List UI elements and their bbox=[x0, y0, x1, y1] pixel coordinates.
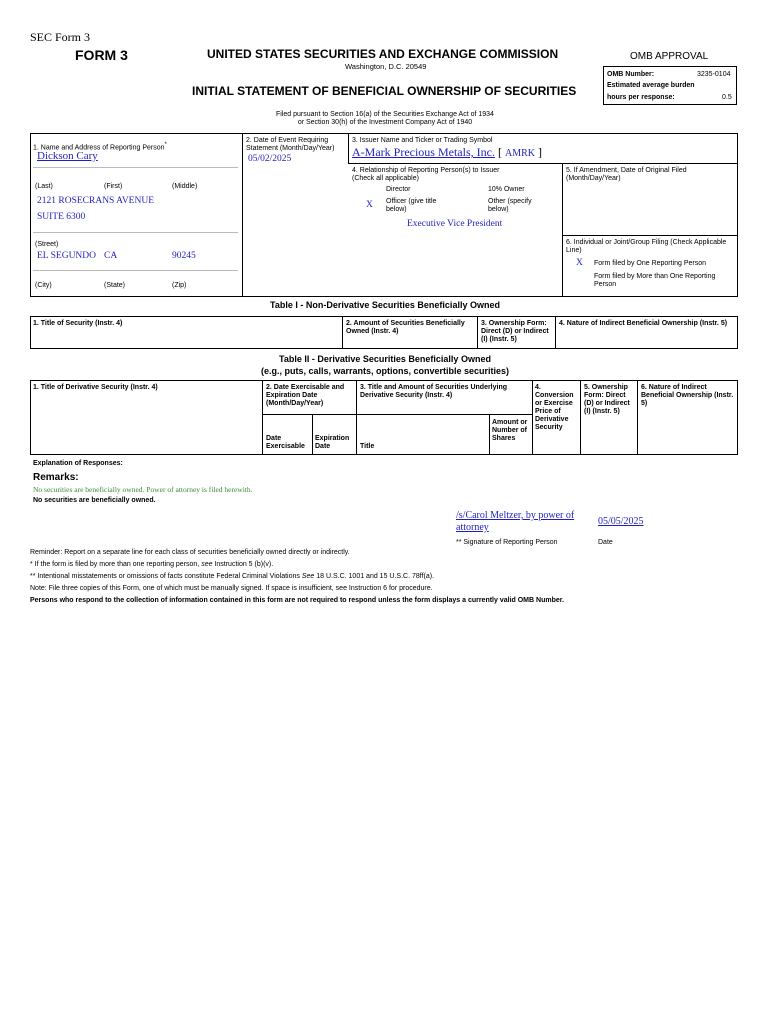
ticker-open: [ bbox=[497, 145, 502, 159]
explanation-label: Explanation of Responses: bbox=[33, 460, 123, 467]
ticker-symbol: AMRK bbox=[504, 148, 535, 159]
omb-number-value: 3235-0104 bbox=[697, 71, 731, 78]
officer-check-mark: X bbox=[366, 200, 373, 210]
more-persons-label: Form filed by More than One Reporting Person bbox=[594, 273, 716, 288]
issuer-row bbox=[352, 145, 542, 160]
filed-line-1: Filed pursuant to Section 16(a) of the Securities Exchange Act of 1934 bbox=[276, 111, 494, 118]
filed-pursuant bbox=[0, 111, 770, 127]
remarks-bold-text: No securities are beneficially owned. bbox=[33, 497, 156, 504]
omb-number-label: OMB Number: bbox=[607, 71, 655, 78]
street-label: (Street) bbox=[35, 241, 59, 248]
table2-title: Table II - Derivative Securities Beneficially Owned bbox=[279, 354, 491, 364]
table1-title: Table I - Non-Derivative Securities Beneficially Owned bbox=[270, 300, 500, 310]
state-value: CA bbox=[104, 251, 118, 261]
ten-percent-label: 10% Owner bbox=[488, 186, 525, 193]
box6-label: 6. Individual or Joint/Group Filing (Check Applicable Line) bbox=[566, 239, 727, 254]
sec-form-label: SEC Form 3 bbox=[30, 30, 91, 44]
table2-col6: 6. Nature of Indirect Beneficial Ownership (Instr. 5) bbox=[641, 384, 734, 407]
remarks-label: Remarks: bbox=[33, 472, 79, 483]
omb-burden-label: Estimated average burden bbox=[607, 82, 695, 89]
agency-name: UNITED STATES SECURITIES AND EXCHANGE COMMISSION bbox=[207, 47, 559, 61]
agency-city: Washington, D.C. 20549 bbox=[345, 62, 427, 71]
signature[interactable]: /s/Carol Meltzer, by power of attorney bbox=[456, 510, 575, 533]
signature-date: 05/05/2025 bbox=[598, 516, 644, 527]
date-label: Date bbox=[598, 539, 613, 546]
city-value: EL SEGUNDO bbox=[37, 251, 97, 261]
one-person-label: Form filed by One Reporting Person bbox=[594, 260, 707, 267]
table1-col4: 4. Nature of Indirect Beneficial Ownership (Instr. 5) bbox=[559, 320, 728, 327]
zip-label: (Zip) bbox=[172, 282, 187, 289]
reminder-note: Reminder: Report on a separate line for each class of securities beneficially owned directly or indirectly. bbox=[30, 549, 350, 556]
box4-label: 4. Relationship of Reporting Person(s) to Issuer bbox=[352, 167, 500, 174]
note-violations: ** Intentional misstatements or omissions of facts constitute Federal Criminal Violations See 18 U.S.C. 1001 and 15 U.S.C. 78ff(a). bbox=[30, 573, 435, 580]
omb-hours-value: 0.5 bbox=[722, 94, 732, 101]
one-person-check-mark: X bbox=[576, 258, 583, 268]
table1-col3: 3. Ownership Form: Direct (D) or Indirect (I) (Instr. 5) bbox=[481, 320, 549, 343]
box4-sub: (Check all applicable) bbox=[352, 175, 419, 182]
middle-label: (Middle) bbox=[172, 183, 198, 190]
table2-subtitle: (e.g., puts, calls, warrants, options, convertible securities) bbox=[260, 366, 510, 376]
omb-notice: Persons who respond to the collection of information contained in this form are not required to respond unless the form displays a currently valid OMB Number. bbox=[30, 597, 565, 604]
omb-title: OMB APPROVAL bbox=[630, 51, 709, 62]
zip-value: 90245 bbox=[172, 251, 196, 261]
other-label: Other (specify below) bbox=[488, 198, 532, 213]
street-line-2: SUITE 6300 bbox=[37, 212, 86, 222]
table2-col2a: Date Exercisable bbox=[266, 435, 305, 450]
box2-label: 2. Date of Event Requiring Statement (Month/Day/Year) bbox=[246, 137, 335, 152]
table2-title-block bbox=[0, 353, 770, 377]
table2-col1: 1. Title of Derivative Security (Instr. 4) bbox=[33, 384, 158, 391]
omb-hours-label: hours per response: bbox=[607, 94, 675, 101]
city-label: (City) bbox=[35, 282, 52, 289]
signature-label: ** Signature of Reporting Person bbox=[456, 539, 558, 546]
note-instruction-5: * If the form is filed by more than one reporting person, see Instruction 5 (b)(v). bbox=[30, 561, 274, 568]
last-label: (Last) bbox=[35, 183, 53, 190]
note-file-copies: Note: File three copies of this Form, one of which must be manually signed. If space is insufficient, see Instruction 6 for procedure. bbox=[30, 585, 433, 592]
first-label: (First) bbox=[104, 183, 123, 190]
issuer-name-link[interactable]: A-Mark Precious Metals, Inc. bbox=[352, 145, 495, 159]
table2-col3b: Amount or Number of Shares bbox=[492, 419, 528, 442]
table2-col5: 5. Ownership Form: Direct (D) or Indirect (I) (Instr. 5) bbox=[584, 384, 630, 415]
box3-label: 3. Issuer Name and Ticker or Trading Symbol bbox=[352, 137, 493, 144]
table1-col2: 2. Amount of Securities Beneficially Owned (Instr. 4) bbox=[346, 320, 465, 335]
statement-title: INITIAL STATEMENT OF BENEFICIAL OWNERSHIP OF SECURITIES bbox=[192, 84, 577, 98]
table2-col3a: Title bbox=[360, 443, 375, 450]
box1-label: 1. Name and Address of Reporting Person* bbox=[33, 142, 167, 152]
table2-col4: 4. Conversion or Exercise Price of Derivative Security bbox=[535, 384, 574, 431]
remarks-text: No securities are beneficially owned. Power of attorney is filed herewith. bbox=[33, 485, 253, 494]
event-date: 05/02/2025 bbox=[248, 154, 292, 164]
table2-col2: 2. Date Exercisable and Expiration Date (Month/Day/Year) bbox=[266, 384, 345, 407]
box5-label: 5. If Amendment, Date of Original Filed (Month/Day/Year) bbox=[566, 167, 687, 182]
ticker-close: ] bbox=[537, 145, 542, 159]
form-title: FORM 3 bbox=[75, 47, 128, 63]
street-line-1: 2121 ROSECRANS AVENUE bbox=[37, 196, 155, 206]
officer-title: Executive Vice President bbox=[407, 219, 503, 229]
state-label: (State) bbox=[104, 282, 126, 289]
director-label: Director bbox=[386, 186, 411, 193]
table2-col2b: Expiration Date bbox=[315, 435, 350, 450]
reporting-person-name[interactable]: Dickson Cary bbox=[37, 150, 98, 162]
table2-col3: 3. Title and Amount of Securities Underlying Derivative Security (Instr. 4) bbox=[360, 384, 508, 399]
filed-line-2: or Section 30(h) of the Investment Company Act of 1940 bbox=[297, 119, 473, 126]
table1-col1: 1. Title of Security (Instr. 4) bbox=[33, 320, 123, 327]
officer-label: Officer (give title below) bbox=[386, 198, 437, 213]
